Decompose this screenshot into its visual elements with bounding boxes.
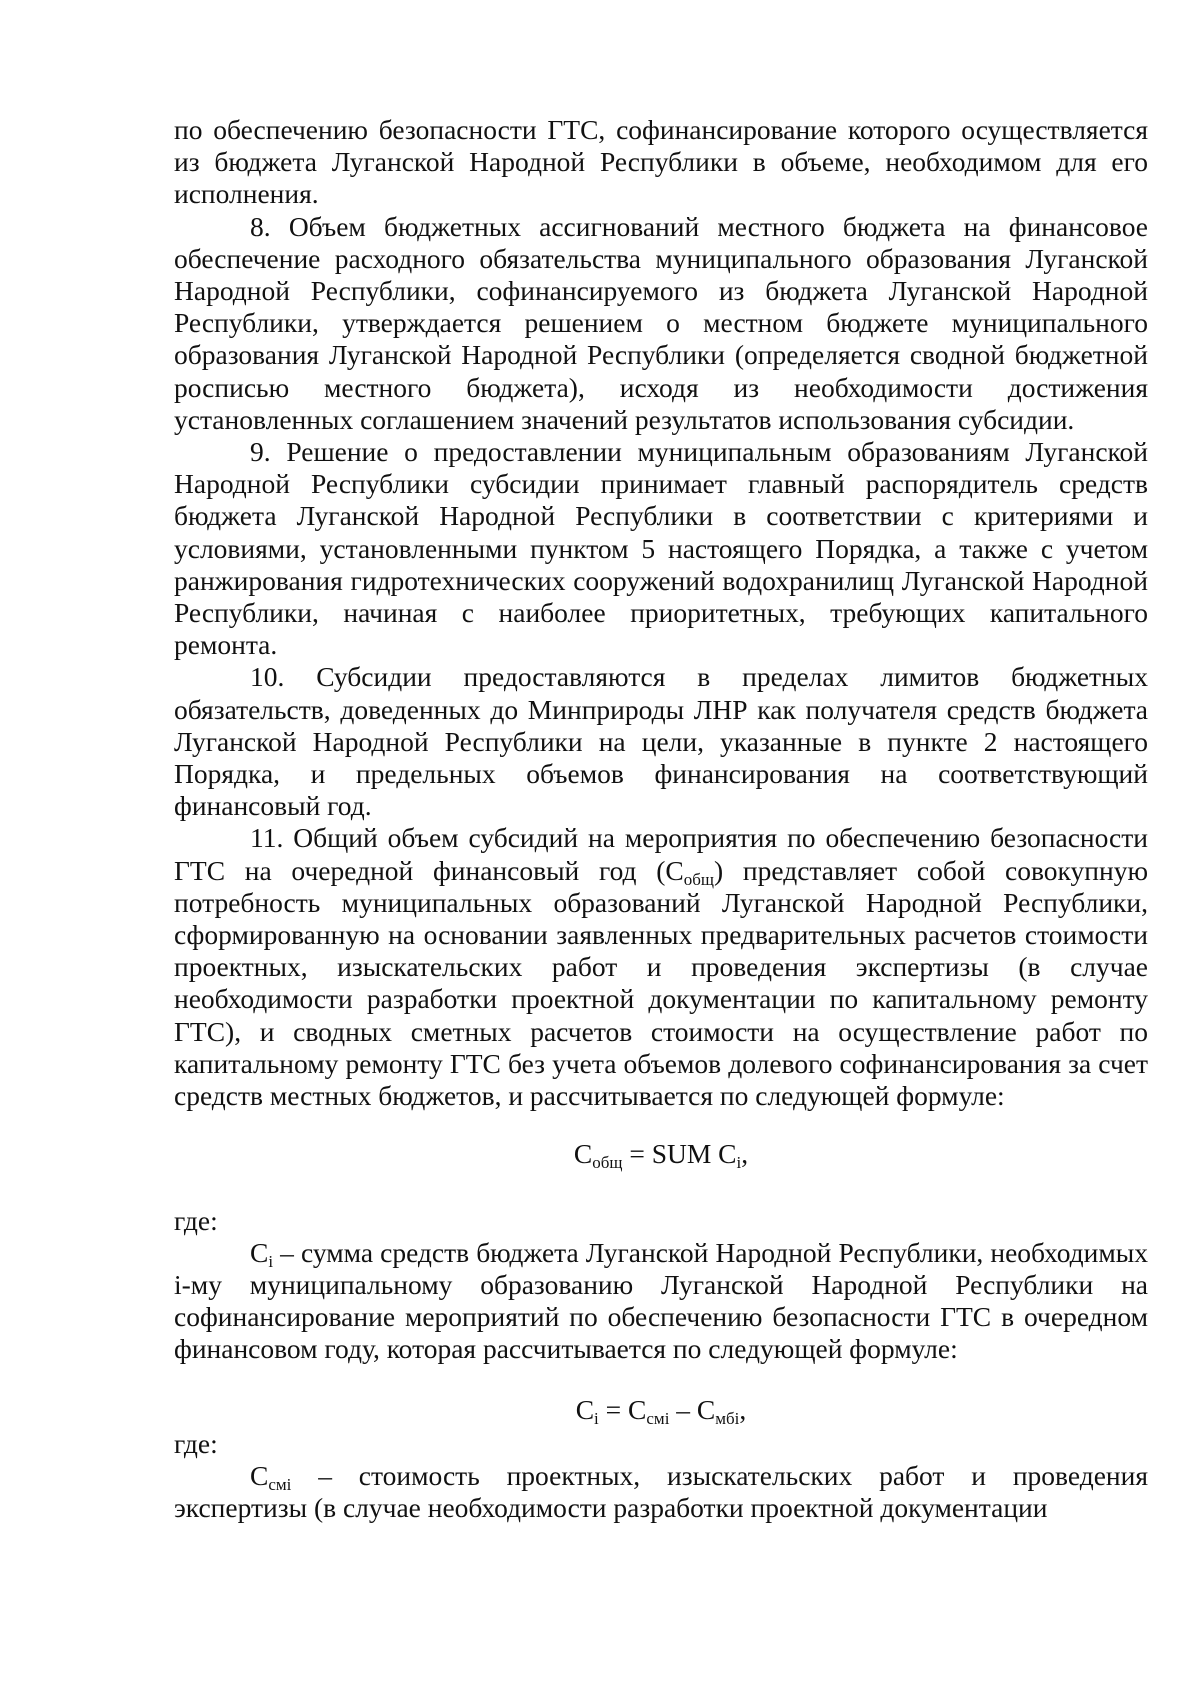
paragraph-9: 9. Решение о предоставлении муниципальным образованиям Луганской Народной Республики субсидии принимает главный распорядитель средств бюджета Луганской Народной Республики в соответствии с критериями и условиями, установленными пунктом 5 настоящего Порядка, а также с учетом ранжирования гидротехнических сооружений водохранилищ Луганской Народной Республики, начиная с наиболее приоритетных, требующих капитального ремонта.: [174, 436, 1148, 661]
definition-csmi-symbol: С: [250, 1459, 269, 1491]
paragraph-8: 8. Объем бюджетных ассигнований местного бюджета на финансовое обеспечение расходного обязательства муниципального образования Луганской Народной Республики, софинансируемого из бюджета Луганской Народной Республики, утверждается решением о местном бюджете муниципального образования Луганской Народной Республики (определяется сводной бюджетной росписью местного бюджета), исходя из необходимости достижения установленных соглашением значений результатов использования субсидии.: [174, 210, 1148, 435]
paragraph-11-text-start: 11. Общий объем субсидий на мероприятия по обеспечению безопасности ГТС на очередной финансовый год (С: [174, 822, 1148, 886]
formula-1-rhs-subscript: i: [736, 1153, 742, 1173]
formula-ci: [174, 1394, 1148, 1426]
formula-2-lhs: С: [575, 1393, 595, 1425]
document-page: [174, 114, 1148, 1524]
definition-ci: [174, 1237, 1148, 1366]
formula-1-sum: = SUM С: [622, 1138, 737, 1170]
paragraph-10: 10. Субсидии предоставляются в пределах лимитов бюджетных обязательств, доведенных до Минприроды ЛНР как получателя средств бюджета Луганской Народной Республики на цели, указанные в пункте 2 настоящего Порядка, и предельных объемов финансирования на соответствующий финансовый год.: [174, 661, 1148, 822]
paragraph-11-text-end: ) представляет собой совокупную потребность муниципальных образований Луганской Народной Республики, сформированную на основании заявленных предварительных расчетов стоимости проектных, изыскательских работ и проведения экспертизы (в случае необходимости разработки проектной документации по капитальному ремонту ГТС), и сводных сметных расчетов стоимости на осуществление работ по капитальному ремонту ГТС без учета объемов долевого софинансирования за счет средств местных бюджетов, и рассчитывается по следующей формуле:: [174, 854, 1148, 1112]
definition-ci-symbol: С: [250, 1236, 269, 1268]
formula-2-lhs-subscript: i: [594, 1408, 599, 1428]
where-label-1: где:: [174, 1204, 218, 1236]
formula-1-end: ,: [741, 1138, 749, 1170]
formula-1-lhs: С: [573, 1138, 593, 1170]
paragraph-continuation: по обеспечению безопасности ГТС, софинансирование которого осуществляется из бюджета Луганской Народной Республики в объеме, необходимом для его исполнения.: [174, 114, 1148, 210]
formula-2-end: ,: [739, 1393, 747, 1425]
definition-csmi-subscript: смi: [268, 1474, 292, 1494]
definition-csmi: [174, 1460, 1148, 1524]
paragraph-11-subscript: общ: [683, 869, 715, 889]
where-label-2: где:: [174, 1427, 218, 1459]
formula-2-minus: – С: [669, 1393, 716, 1425]
formula-total-subsidy: [174, 1138, 1148, 1173]
formula-2-term2-subscript: мбi: [715, 1408, 740, 1428]
formula-1-lhs-subscript: общ: [592, 1153, 623, 1173]
definition-ci-text: – сумма средств бюджета Луганской Народной Республики, необходимых i-му муниципальному образованию Луганской Народной Республики на софинансирование мероприятий по обеспечению безопасности ГТС в очередном финансовом году, которая рассчитывается по следующей формуле:: [174, 1236, 1148, 1365]
definition-ci-subscript: i: [268, 1251, 274, 1271]
formula-2-eq: = С: [598, 1393, 647, 1425]
paragraph-11: [174, 822, 1148, 1112]
formula-2-term1-subscript: смi: [646, 1408, 670, 1428]
definition-csmi-text: – стоимость проектных, изыскательских работ и проведения экспертизы (в случае необходимости разработки проектной документации: [174, 1459, 1148, 1524]
